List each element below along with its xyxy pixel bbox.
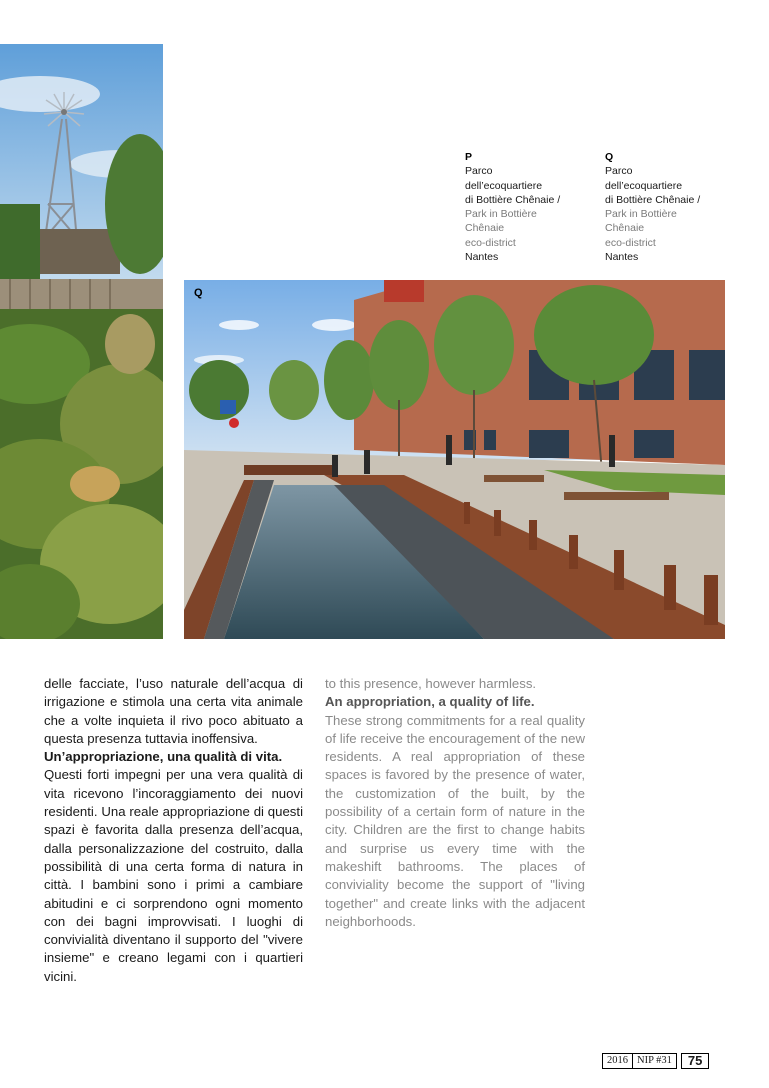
caption-p-it-line-2: dell’ecoquartiere (465, 179, 543, 192)
caption-q-city: Nantes (605, 251, 639, 264)
photo-q-image (184, 280, 725, 639)
caption-p-letter: P (465, 151, 473, 163)
caption-p-en-line-3: eco-district (465, 236, 516, 249)
page-number: 75 (681, 1053, 709, 1069)
photo-q-canal-park (184, 280, 725, 639)
footer-issue: NIP #31 (632, 1053, 677, 1069)
caption-q-it-line-1: Parco (605, 165, 633, 178)
caption-q-it-line-2: dell’ecoquartiere (605, 179, 683, 192)
english-intro-paragraph: to this presence, however harmless. (325, 676, 537, 691)
english-text-column (325, 675, 585, 931)
caption-q-en-line-1: Park in Bottière (605, 208, 677, 221)
photo-p-image (0, 44, 163, 639)
footer-year: 2016 (602, 1053, 632, 1069)
caption-q-it-line-3: di Bottière Chênaie / (605, 193, 701, 206)
caption-p-en-line-2: Chênaie (465, 222, 505, 235)
caption-q-letter: Q (605, 151, 614, 163)
italian-section-heading: Un’appropriazione, una qualità di vita. (44, 749, 283, 765)
photo-q-label: Q (194, 287, 203, 299)
caption-p-en-line-1: Park in Bottière (465, 208, 537, 221)
caption-p (465, 150, 595, 264)
caption-q (605, 150, 735, 264)
italian-body-paragraph: Questi forti impegni per una vera qualità di vita ricevono l’incoraggiamento dei nuovi residenti. Una reale appropriazione di questi spazi è favorita dalla presenza dell’acqua, dalla personalizzazione del costruito, dalla possibilità di una certa forma di natura in città. I bambini sono i primi a cambiare abitudini e ci sorprendono ogni momento con dei bagni improvvisati. I luoghi di convivialità diventano il supporto del "vivere insieme" e creano legami con i quartieri vicini. (44, 767, 303, 984)
photo-p-windmill-garden (0, 44, 163, 639)
italian-text-column (44, 675, 303, 986)
caption-q-en-line-2: Chênaie (605, 222, 645, 235)
italian-intro-paragraph: delle facciate, l’uso naturale dell’acqua di irrigazione e stimola una certa vita animale che a volte inquieta il rivo poco abituato a questa presenza tuttavia inoffensiva. (44, 676, 303, 746)
english-body-paragraph: These strong commitments for a real quality of life receive the encouragement of the new residents. A real appropriation of these spaces is favored by the presence of water, the customization of the built, by the possibility of a certain form of nature in the city. Children are the first to change habits and surprise us every time with the makeshift bathrooms. The places of conviviality become the support of "living together" and create links with the adjacent neighborhoods. (325, 712, 585, 929)
caption-p-city: Nantes (465, 251, 499, 264)
caption-q-en-line-3: eco-district (605, 236, 656, 249)
caption-p-it-line-1: Parco (465, 165, 493, 178)
caption-p-it-line-3: di Bottière Chênaie / (465, 193, 561, 206)
english-section-heading: An appropriation, a quality of life. (325, 694, 535, 710)
page-footer (602, 1053, 709, 1069)
